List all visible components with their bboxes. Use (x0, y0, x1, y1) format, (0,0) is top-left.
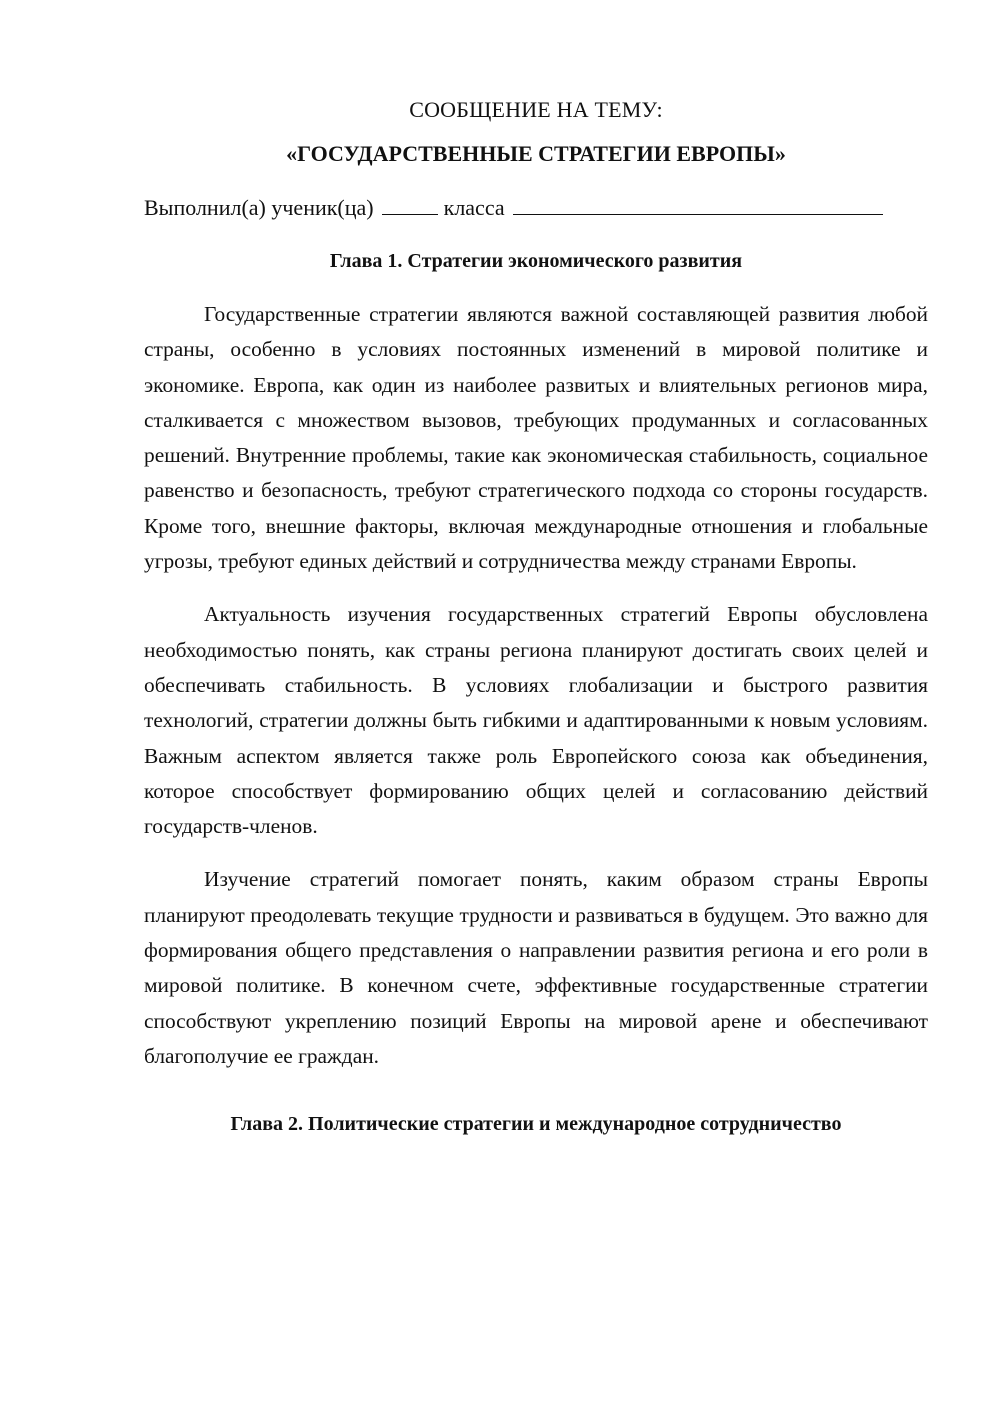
class-number-blank (382, 192, 438, 215)
document-title: «ГОСУДАРСТВЕННЫЕ СТРАТЕГИИ ЕВРОПЫ» (286, 141, 786, 166)
chapter-2-heading: Глава 2. Политические стратегии и международное сотрудничество (230, 1113, 842, 1136)
author-name-blank (513, 192, 883, 215)
document-body (144, 93, 928, 1140)
paragraph-2: Актуальность изучения государственных стратегий Европы обусловлена необходимостью понять, как страны региона планируют достигать своих целей и обеспечивать стабильность. В условиях глобализации и быстрого развития технологий, стратегии должны быть гибкими и адаптированными к новым условиям. Важным аспектом является также роль Европейского союза как объединения, которое способствует формированию общих целей и согласованию действий государств-членов. (144, 602, 928, 839)
author-line (144, 191, 928, 225)
chapter-1-heading: Глава 1. Стратегии экономического развития (329, 250, 743, 272)
class-word: класса (443, 195, 505, 220)
author-prefix: Выполнил(а) ученик(ца) (144, 195, 374, 220)
paragraph-3: Изучение стратегий помогает понять, каким образом страны Европы планируют преодолевать текущие трудности и развиваться в будущем. Это важно для формирования общего представления о направлении развития региона и его роли в мировой политике. В конечном счете, эффективные государственные стратегии способствуют укреплению позиций Европы на мировой арене и обеспечивают благополучие ее граждан. (144, 867, 928, 1068)
title-subject-label: СООБЩЕНИЕ НА ТЕМУ: (409, 97, 663, 122)
paragraph-1: Государственные стратегии являются важной составляющей развития любой страны, особенно в условиях постоянных изменений в мировой политике и экономике. Европа, как один из наиболее развитых и влиятельных регионов мира, сталкивается с множеством вызовов, требующих продуманных и согласованных решений. Внутренние проблемы, такие как экономическая стабильность, социальное равенство и безопасность, требуют стратегического подхода со стороны государств. Кроме того, внешние факторы, включая международные отношения и глобальные угрозы, требуют единых действий и сотрудничества между странами Европы. (144, 302, 928, 574)
